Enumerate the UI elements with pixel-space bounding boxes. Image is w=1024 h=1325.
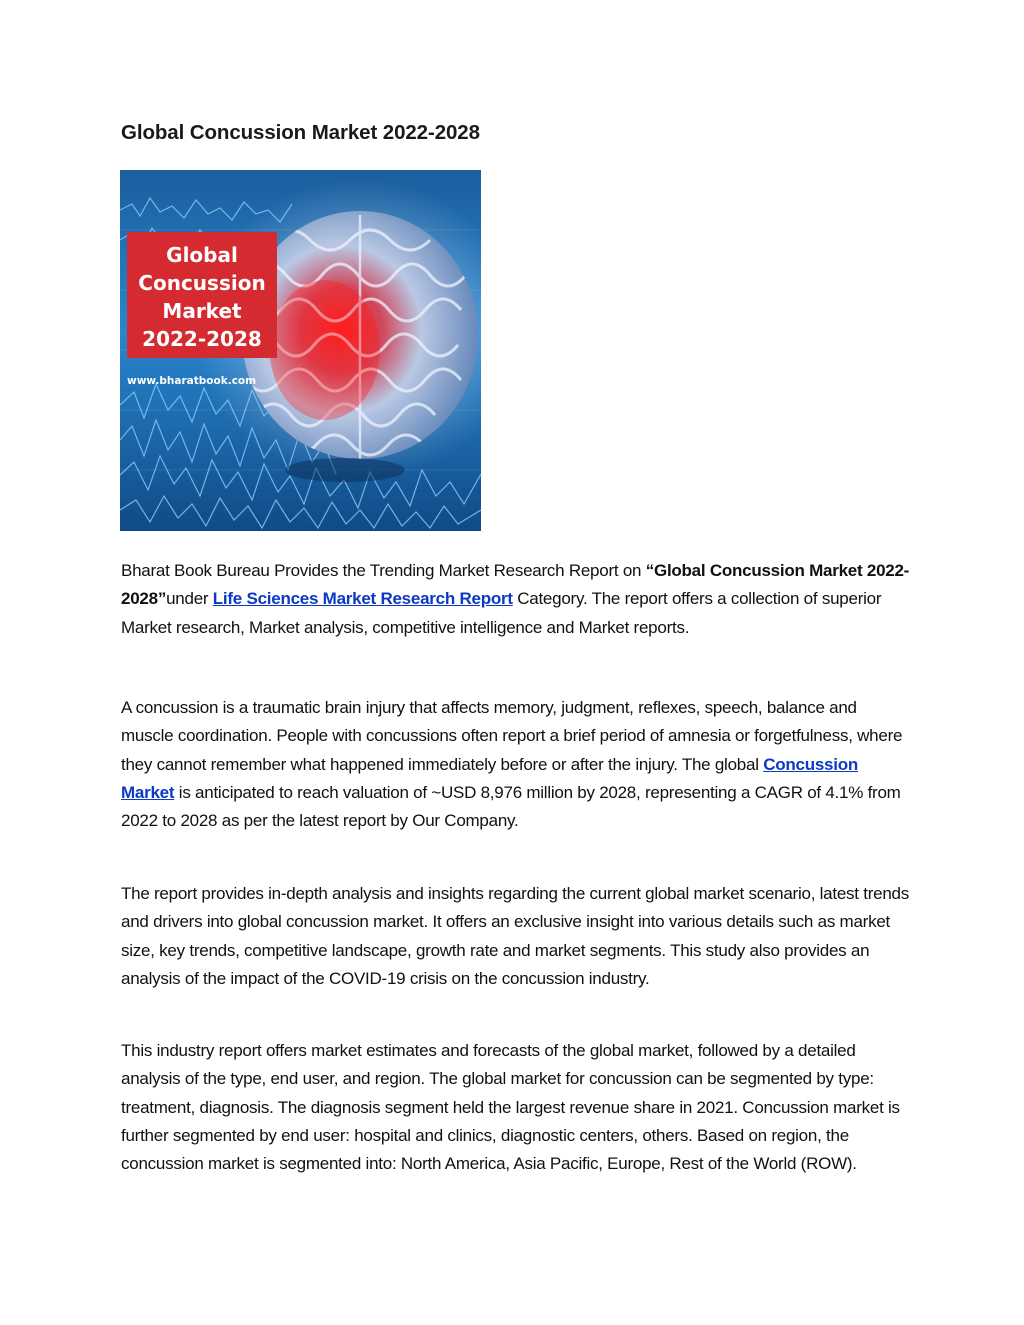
report-cover-image xyxy=(120,170,481,531)
intro-rest-text: Category. The report offers a collection of superior Market research, Market analysis, competitive intelligence and Market reports. xyxy=(121,589,882,637)
concussion-market-link[interactable]: Concussion Market xyxy=(121,754,858,802)
page-title: Global Concussion Market 2022-2028 xyxy=(121,121,480,144)
under-text: under xyxy=(166,589,213,609)
intro-text: Bharat Book Bureau Provides the Trending Market Research Report on xyxy=(121,561,646,580)
concussion-definition-paragraph xyxy=(121,694,911,835)
cover-badge-line-3: Market xyxy=(162,299,242,323)
valuation-text: is anticipated to reach valuation of ~USD 8,976 million by 2028, representing a CAGR of 4.1% from 2022 to 2028 as per the latest report by Our Company. xyxy=(121,782,901,831)
cover-badge-line-1: Global xyxy=(166,243,238,267)
intro-paragraph xyxy=(121,557,911,642)
cover-website: www.bharatbook.com xyxy=(127,375,257,387)
definition-text: A concussion is a traumatic brain injury that affects memory, judgment, reflexes, speech, balance and muscle coordination. People with concussions often report a brief period of amnesia or forgetfulness, where they cannot remember what happened immediately before or after the injury. The global xyxy=(121,698,903,774)
life-sciences-report-link[interactable]: Life Sciences Market Research Report xyxy=(212,589,513,609)
segmentation-paragraph: This industry report offers market estimates and forecasts of the global market, followed by a detailed analysis of the type, end user, and region. The global market for concussion can be segmented by type: treatment, diagnosis. The diagnosis segment held the largest revenue share in 2021. Concussion market is further segmented by end user: hospital and clinics, diagnostic centers, others. Based on region, the concussion market is segmented into: North America, Asia Pacific, Europe, Rest of the World (ROW). xyxy=(121,1041,900,1174)
report-name: “Global Concussion Market 2022-2028” xyxy=(121,561,910,609)
report-overview-paragraph: The report provides in-depth analysis and insights regarding the current global market scenario, latest trends and drivers into global concussion market. It offers an exclusive insight into various details such as market size, key trends, competitive landscape, growth rate and market segments. This study also provides an analysis of the impact of the COVID-19 crisis on the concussion industry. xyxy=(121,884,909,988)
cover-badge-line-2: Concussion xyxy=(138,271,266,295)
cover-badge-line-4: 2022-2028 xyxy=(142,327,262,351)
